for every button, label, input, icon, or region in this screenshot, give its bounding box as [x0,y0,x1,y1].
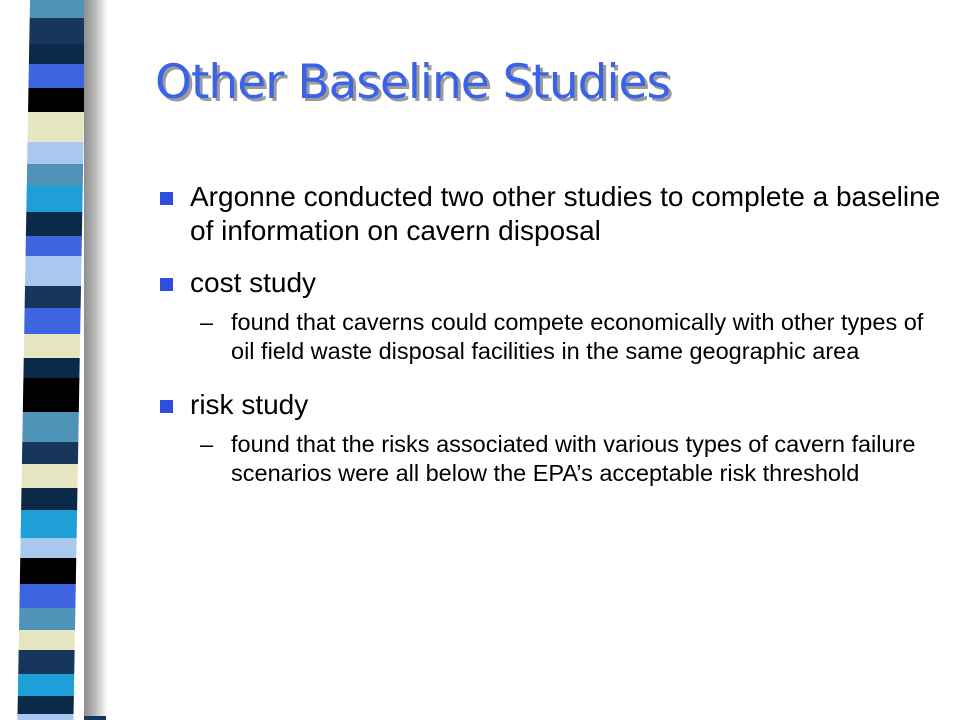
stripe-block [27,142,83,164]
stripe-block [22,412,79,442]
bullet-item [160,180,950,248]
stripe-block [21,464,77,488]
stripe-block [20,538,76,558]
stripe-shadow [84,0,108,720]
square-bullet-icon [160,192,173,205]
stripe-block [23,378,80,412]
stripe-cap [84,716,106,720]
stripe-block [19,584,75,608]
stripe-block [25,286,81,308]
decorative-stripe [0,0,110,720]
stripe-block [18,674,74,696]
stripe-block [28,64,84,88]
stripe-block [19,630,75,650]
stripe-block [25,256,82,286]
bullet-text: Argonne conducted two other studies to complete a baseline of information on cavern disposal [190,181,941,246]
stripe-block [18,696,74,714]
stripe-block [30,0,86,18]
square-bullet-icon [160,400,173,413]
stripe-block [20,558,76,584]
stripe-block [26,186,82,212]
stripe-block [19,608,75,630]
stripe-block [21,488,77,510]
dash-bullet-icon: – [200,431,214,457]
stripe-block [26,212,82,236]
stripe-block [29,44,85,64]
sub-bullet-item [160,430,950,488]
bullet-list [160,180,950,510]
slide-title: Other Baseline Studies [155,55,670,110]
stripe-block [24,334,80,358]
stripe-block [27,164,83,186]
stripe-block [22,442,78,464]
bullet-text: risk study [190,389,309,420]
stripe-block [17,714,73,720]
bullet-item [160,388,950,422]
stripe-block [18,650,74,674]
stripe-block [24,308,80,334]
stripe-block [29,18,85,44]
sub-bullet-item [160,308,950,366]
sub-bullet-text: found that the risks associated with various types of cavern failure scenarios were all below the EPA’s acceptable risk threshold [231,431,916,486]
square-bullet-icon [160,278,173,291]
sub-bullet-text: found that caverns could compete economically with other types of oil field waste disposal facilities in the same geographic area [231,309,924,364]
dash-bullet-icon: – [200,309,214,335]
stripe-color-blocks [17,0,86,720]
bullet-text: cost study [190,267,317,298]
stripe-block [26,236,82,256]
bullet-item [160,266,950,300]
stripe-block [28,88,84,112]
stripe-block [28,112,85,142]
stripe-block [23,358,79,378]
stripe-block [21,510,77,538]
